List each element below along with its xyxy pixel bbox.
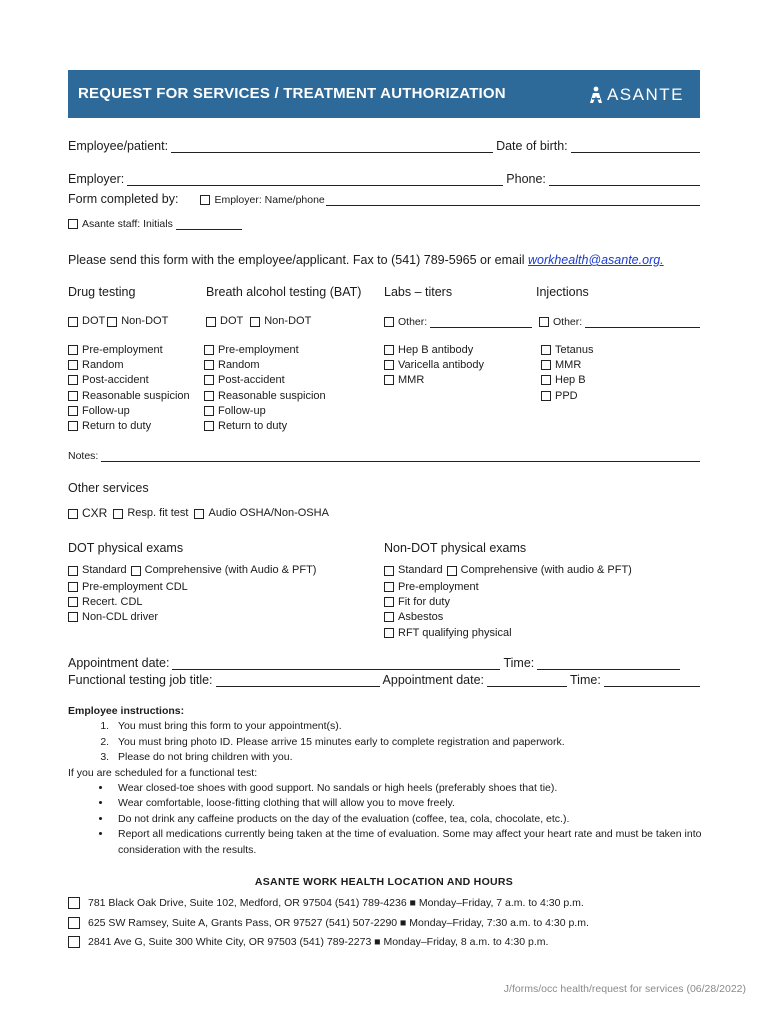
send-instruction bbox=[68, 253, 664, 267]
drug-option-checkbox[interactable] bbox=[68, 375, 78, 385]
appointment-time-label: Time: bbox=[503, 656, 535, 670]
bat-option[interactable] bbox=[204, 403, 326, 418]
bat-non-dot-checkbox[interactable] bbox=[250, 317, 260, 327]
bat-dot-label: DOT bbox=[220, 315, 244, 327]
employee-patient-field[interactable] bbox=[171, 140, 493, 153]
bat-dot-checkbox[interactable] bbox=[206, 317, 216, 327]
drug-option[interactable] bbox=[68, 403, 190, 418]
dot-physical-option-label: Pre-employment CDL bbox=[82, 580, 188, 593]
dob-label: Date of birth: bbox=[496, 139, 568, 153]
other-services-heading: Other services bbox=[68, 481, 149, 495]
form-footer: J/forms/occ health/request for services (06/28/2022) bbox=[503, 983, 746, 995]
drug-dot-label: DOT bbox=[82, 315, 106, 327]
cxr-checkbox[interactable] bbox=[68, 509, 78, 519]
functional-job-title-label: Functional testing job title: bbox=[68, 673, 213, 687]
notes-label: Notes: bbox=[68, 450, 99, 462]
drug-option-label: Reasonable suspicion bbox=[82, 389, 190, 402]
drug-option-checkbox[interactable] bbox=[68, 391, 78, 401]
phone-label: Phone: bbox=[506, 172, 546, 186]
non-dot-physical-option-checkbox[interactable] bbox=[384, 612, 394, 622]
other-services-row bbox=[68, 507, 329, 520]
bat-option-checkbox[interactable] bbox=[204, 375, 214, 385]
non-dot-standard-checkbox[interactable] bbox=[384, 566, 394, 576]
appointment-date-field[interactable] bbox=[172, 657, 500, 670]
labs-other-checkbox[interactable] bbox=[384, 317, 394, 327]
labs-option-checkbox[interactable] bbox=[384, 360, 394, 370]
phone-field[interactable] bbox=[549, 173, 700, 186]
labs-other-label: Other: bbox=[398, 316, 428, 328]
form-title: REQUEST FOR SERVICES / TREATMENT AUTHORIZATION bbox=[78, 85, 506, 102]
dot-physical-option-checkbox[interactable] bbox=[68, 612, 78, 622]
dot-comprehensive-checkbox[interactable] bbox=[131, 566, 141, 576]
bat-option[interactable] bbox=[204, 388, 326, 403]
labs-options-list bbox=[384, 342, 484, 388]
injections-option[interactable] bbox=[541, 388, 594, 403]
resp-fit-checkbox[interactable] bbox=[113, 509, 123, 519]
logo-text: ASANTE bbox=[606, 85, 684, 104]
employer-name-phone-field[interactable] bbox=[326, 193, 700, 206]
asante-staff-field[interactable] bbox=[176, 217, 242, 230]
injections-other-label: Other: bbox=[553, 316, 583, 328]
bat-option[interactable] bbox=[204, 418, 326, 433]
dot-physical-first-row bbox=[68, 564, 316, 577]
resp-fit-label: Resp. fit test bbox=[127, 507, 189, 519]
dob-field[interactable] bbox=[571, 140, 700, 153]
injections-option-checkbox[interactable] bbox=[541, 391, 551, 401]
bat-option-label: Pre-employment bbox=[218, 343, 299, 356]
non-dot-physical-option[interactable] bbox=[384, 625, 512, 640]
labs-option[interactable] bbox=[384, 342, 484, 357]
employer-name-phone-label: Employer: Name/phone bbox=[214, 194, 325, 206]
non-dot-physical-option-label: Fit for duty bbox=[398, 595, 450, 608]
employer-phone-row bbox=[68, 172, 700, 186]
dot-physical-option[interactable] bbox=[68, 610, 188, 625]
dot-physical-option-checkbox[interactable] bbox=[68, 597, 78, 607]
labs-option-label: Hep B antibody bbox=[398, 343, 474, 356]
drug-option-checkbox[interactable] bbox=[68, 345, 78, 355]
send-instruction-text: Please send this form with the employee/applicant. Fax to (541) 789-5965 or email bbox=[68, 253, 528, 267]
drug-dot-row bbox=[68, 315, 168, 328]
employer-field[interactable] bbox=[127, 173, 503, 186]
appointment-date-2-label: Appointment date: bbox=[382, 673, 484, 687]
drug-option-label: Random bbox=[82, 358, 124, 371]
non-dot-physical-first-row bbox=[384, 564, 632, 577]
bullet-item: • Wear comfortable, loose-fitting clothing that will allow you to move freely. bbox=[112, 796, 708, 811]
bullet-item: • Do not drink any caffeine products on the day of the evaluation (coffee, tea, cola, chocolate, etc.). bbox=[112, 812, 708, 827]
appointment-date-label: Appointment date: bbox=[68, 656, 170, 670]
bat-option-checkbox[interactable] bbox=[204, 421, 214, 431]
dot-comprehensive-label: Comprehensive (with Audio & PFT) bbox=[144, 564, 317, 576]
labs-option-checkbox[interactable] bbox=[384, 375, 394, 385]
employee-instructions-title: Employee instructions: bbox=[68, 705, 185, 717]
injections-other-field[interactable] bbox=[585, 315, 700, 328]
non-dot-physical-option-checkbox[interactable] bbox=[384, 597, 394, 607]
bat-option-checkbox[interactable] bbox=[204, 360, 214, 370]
drug-non-dot-checkbox[interactable] bbox=[107, 317, 117, 327]
non-dot-comprehensive-label: Comprehensive (with audio & PFT) bbox=[460, 564, 632, 576]
appointment-date-2-field[interactable] bbox=[487, 674, 567, 687]
appointment-time-2-label: Time: bbox=[570, 673, 601, 687]
location-checkbox[interactable] bbox=[68, 936, 80, 948]
location-item bbox=[68, 917, 589, 929]
numbered-instructions bbox=[68, 719, 708, 765]
non-dot-physical-options-list bbox=[384, 579, 512, 640]
injections-option-checkbox[interactable] bbox=[541, 345, 551, 355]
form-completed-row bbox=[68, 192, 700, 206]
drug-option-checkbox[interactable] bbox=[68, 360, 78, 370]
bat-option-checkbox[interactable] bbox=[204, 345, 214, 355]
cxr-label: CXR bbox=[82, 506, 108, 520]
notes-field[interactable] bbox=[101, 449, 700, 462]
non-dot-physical-option-checkbox[interactable] bbox=[384, 628, 394, 638]
functional-test-intro: If you are scheduled for a functional test: bbox=[68, 766, 258, 779]
injections-heading: Injections bbox=[536, 285, 589, 299]
non-dot-standard-label: Standard bbox=[398, 564, 443, 576]
drug-dot-checkbox[interactable] bbox=[68, 317, 78, 327]
functional-testing-row bbox=[68, 673, 700, 687]
dot-physical-option-checkbox[interactable] bbox=[68, 582, 78, 592]
non-dot-physical-option[interactable] bbox=[384, 579, 512, 594]
employee-instructions bbox=[68, 704, 708, 858]
bat-option-label: Return to duty bbox=[218, 420, 288, 433]
drug-option-label: Follow-up bbox=[82, 404, 130, 417]
drug-option[interactable] bbox=[68, 373, 190, 388]
injections-option-label: PPD bbox=[555, 389, 578, 402]
appointment-time-field[interactable] bbox=[537, 657, 680, 670]
drug-non-dot-label: Non-DOT bbox=[121, 315, 169, 327]
injections-other-checkbox[interactable] bbox=[539, 317, 549, 327]
location-checkbox[interactable] bbox=[68, 917, 80, 929]
injections-option[interactable] bbox=[541, 342, 594, 357]
non-dot-physical-option-checkbox[interactable] bbox=[384, 582, 394, 592]
drug-option[interactable] bbox=[68, 342, 190, 357]
bat-option-label: Post-accident bbox=[218, 374, 285, 387]
dot-physical-heading: DOT physical exams bbox=[68, 541, 184, 555]
injections-option-label: Tetanus bbox=[555, 343, 594, 356]
functional-test-bullets bbox=[68, 781, 708, 858]
labs-option-checkbox[interactable] bbox=[384, 345, 394, 355]
injections-option-checkbox[interactable] bbox=[541, 360, 551, 370]
dot-physical-option-label: Non-CDL driver bbox=[82, 611, 159, 624]
drug-option-label: Pre-employment bbox=[82, 343, 163, 356]
non-dot-physical-option[interactable] bbox=[384, 610, 512, 625]
labs-other-row bbox=[384, 315, 532, 328]
drug-testing-heading: Drug testing bbox=[68, 285, 136, 299]
non-dot-physical-option[interactable] bbox=[384, 594, 512, 609]
header-banner bbox=[68, 70, 700, 118]
drug-option[interactable] bbox=[68, 357, 190, 372]
locations-title: ASANTE WORK HEALTH LOCATION AND HOURS bbox=[254, 876, 514, 888]
labs-option[interactable] bbox=[384, 357, 484, 372]
drug-options-list bbox=[68, 342, 190, 434]
drug-option[interactable] bbox=[68, 418, 190, 433]
non-dot-physical-option-label: RFT qualifying physical bbox=[398, 626, 512, 639]
dot-physical-option[interactable] bbox=[68, 594, 188, 609]
audio-osha-checkbox[interactable] bbox=[194, 509, 204, 519]
injections-option[interactable] bbox=[541, 373, 594, 388]
labs-option-label: Varicella antibody bbox=[398, 358, 485, 371]
bat-option-label: Reasonable suspicion bbox=[218, 389, 326, 402]
bat-option-label: Random bbox=[218, 358, 260, 371]
bat-dot-row bbox=[206, 315, 311, 328]
asante-logo bbox=[589, 84, 684, 106]
instruction-item: 3. Please do not bring children with you. bbox=[112, 750, 708, 765]
bat-non-dot-label: Non-DOT bbox=[264, 315, 312, 327]
audio-osha-label: Audio OSHA/Non-OSHA bbox=[208, 507, 329, 519]
labs-other-field[interactable] bbox=[430, 315, 532, 328]
drug-option[interactable] bbox=[68, 388, 190, 403]
injections-option[interactable] bbox=[541, 357, 594, 372]
labs-heading: Labs – titers bbox=[384, 285, 453, 299]
drug-option-label: Return to duty bbox=[82, 420, 152, 433]
drug-option-checkbox[interactable] bbox=[68, 406, 78, 416]
bat-option[interactable] bbox=[204, 357, 326, 372]
employer-label: Employer: bbox=[68, 172, 125, 186]
labs-option[interactable] bbox=[384, 373, 484, 388]
location-checkbox[interactable] bbox=[68, 897, 80, 909]
location-text: 2841 Ave G, Suite 300 White City, OR 97503 (541) 789-2273 ■ Monday–Friday, 8 a.m. to 4:30 p.m. bbox=[88, 936, 549, 948]
bat-options-list bbox=[204, 342, 326, 434]
email-link[interactable]: workhealth@asante.org. bbox=[527, 253, 664, 267]
drug-option-checkbox[interactable] bbox=[68, 421, 78, 431]
employer-name-phone-checkbox[interactable] bbox=[200, 195, 210, 205]
dot-standard-checkbox[interactable] bbox=[68, 566, 78, 576]
bullet-item: • Report all medications currently being taken at the time of evaluation. Some may affect your heart rate and must be taken into consideration with the results. bbox=[112, 827, 708, 858]
instruction-item: 1. You must bring this form to your appointment(s). bbox=[112, 719, 708, 734]
notes-row bbox=[68, 449, 700, 462]
dot-physical-option[interactable] bbox=[68, 579, 188, 594]
functional-job-title-field[interactable] bbox=[216, 674, 380, 687]
dot-standard-label: Standard bbox=[82, 564, 127, 576]
asante-staff-checkbox[interactable] bbox=[68, 219, 78, 229]
bat-option[interactable] bbox=[204, 373, 326, 388]
location-text: 625 SW Ramsey, Suite A, Grants Pass, OR 97527 (541) 507-2290 ■ Monday–Friday, 7:30 a.m. to 4:30 p.m. bbox=[88, 917, 589, 929]
appointment-time-2-field[interactable] bbox=[604, 674, 700, 687]
instruction-item: 2. You must bring photo ID. Please arrive 15 minutes early to complete registration and paperwork. bbox=[112, 735, 708, 750]
bullet-item: • Wear closed-toe shoes with good support. No sandals or high heels (preferably shoes that tie). bbox=[112, 781, 708, 796]
bat-option-checkbox[interactable] bbox=[204, 406, 214, 416]
injections-option-checkbox[interactable] bbox=[541, 375, 551, 385]
asante-logo-icon bbox=[589, 86, 603, 104]
asante-staff-label: Asante staff: Initials bbox=[82, 218, 173, 230]
injections-option-label: Hep B bbox=[555, 374, 586, 387]
form-completed-label: Form completed by: bbox=[68, 192, 179, 206]
drug-option-label: Post-accident bbox=[82, 374, 149, 387]
injections-other-row bbox=[539, 315, 700, 328]
non-dot-comprehensive-checkbox[interactable] bbox=[447, 566, 457, 576]
employee-dob-row bbox=[68, 139, 700, 153]
appointment-row bbox=[68, 656, 680, 670]
bat-heading: Breath alcohol testing (BAT) bbox=[206, 285, 362, 299]
asante-staff-row bbox=[68, 217, 288, 230]
non-dot-physical-option-label: Asbestos bbox=[398, 611, 444, 624]
dot-physical-option-label: Recert. CDL bbox=[82, 595, 143, 608]
location-item bbox=[68, 897, 584, 909]
employee-patient-label: Employee/patient: bbox=[68, 139, 169, 153]
non-dot-physical-heading: Non-DOT physical exams bbox=[384, 541, 527, 555]
injections-option-label: MMR bbox=[555, 358, 582, 371]
injections-options-list bbox=[541, 342, 594, 403]
bat-option-label: Follow-up bbox=[218, 404, 266, 417]
location-text: 781 Black Oak Drive, Suite 102, Medford, OR 97504 (541) 789-4236 ■ Monday–Friday, 7 a.m. to 4:30 p.m. bbox=[88, 897, 584, 909]
non-dot-physical-option-label: Pre-employment bbox=[398, 580, 479, 593]
bat-option[interactable] bbox=[204, 342, 326, 357]
labs-option-label: MMR bbox=[398, 374, 425, 387]
bat-option-checkbox[interactable] bbox=[204, 391, 214, 401]
dot-physical-options-list bbox=[68, 579, 188, 625]
location-item bbox=[68, 936, 548, 948]
